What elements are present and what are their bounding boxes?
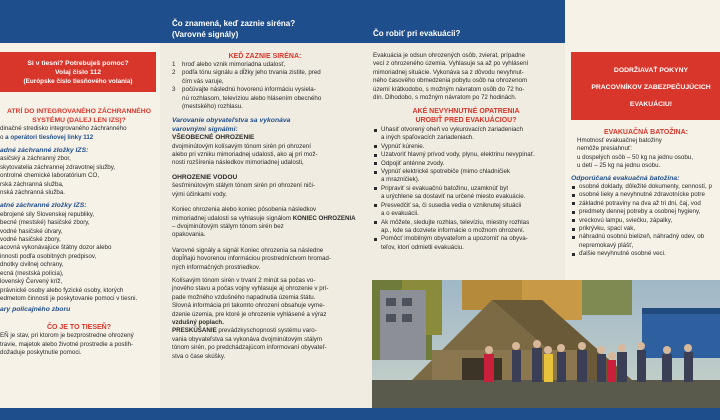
other-units-list xyxy=(0,211,158,303)
measures-list xyxy=(373,126,559,252)
siren-step-number: 2 xyxy=(172,69,176,77)
recommended-item: osobné doklady, dôležité dokumenty, cenností, p xyxy=(571,183,720,191)
recommended-item: predmety dennej potreby a osobnej hygieny, xyxy=(571,208,720,216)
izs-title-2: SYSTÉMU (DALEJ LEN IZS)? xyxy=(32,116,126,124)
sirens-header-line1: Čo znamená, keď zaznie siréna? xyxy=(172,19,296,28)
evacuation-intro-line: území krátkodobo, s možným návratom osôb do 72 ho- xyxy=(373,85,525,93)
signal-line: dopĺňajú hovorenou informáciou prostredníctvom hromad- xyxy=(172,255,331,263)
evacuation-intro xyxy=(373,52,559,102)
siren-step-number: 3 xyxy=(172,86,176,94)
test-tail-2: tónom sirén, po predchádzajúcom informovaní obyvateľ- xyxy=(172,344,327,352)
evacuation-header-title: Čo robiť pri evakuácii? xyxy=(373,29,461,38)
recommended-item: nepremokavý plášť, xyxy=(579,241,634,249)
end-text-line-2: mimoriadnej udalosti sa vyhlasuje signálom xyxy=(172,214,293,222)
signal-line: ných informačných prostriedkov. xyxy=(172,263,261,271)
baggage-weight-line: nemôže presiahnuť: xyxy=(577,145,632,153)
tiesen-text xyxy=(0,332,158,357)
end-of-threat-bold: KONIEC OHROZENIA xyxy=(292,214,356,222)
general-threat-title: VŠEOBECNÉ OHROZENIE xyxy=(172,134,255,142)
tiesen-line: travie, majetok alebo životné prostredie a postih- xyxy=(0,340,134,348)
instructions-line2: PRACOVNÍKOV ZABEZPEČUJÚCICH xyxy=(591,84,711,91)
basic-unit-item: rská záchranná služba, xyxy=(0,180,64,188)
siren-title: KEĎ ZAZNIE SIRÉNA: xyxy=(228,53,302,60)
general-threat-text xyxy=(172,143,358,168)
baggage-weight-line: Hmotnosť evakuačnej batožiny xyxy=(577,137,662,144)
baggage-weight-line: u dospelých osôb – 50 kg na jednu osobu, xyxy=(577,153,693,161)
measure-item: Presvedčiť sa, či susedia vedia o vzniknutej situácii xyxy=(373,202,559,210)
column-sirens xyxy=(160,0,365,408)
general-threat-line: alebo pri vzniku mimoriadnej udalosti, ako aj pri mož- xyxy=(172,151,318,159)
other-unit-item: acovná vykonávajúce štátny dozor alebo xyxy=(0,244,112,252)
measure-item: a iných spaľovacích zariadeniach. xyxy=(381,134,474,142)
other-unit-item: dnotky civilnej ochrany, xyxy=(0,261,64,269)
baggage-section xyxy=(571,128,720,259)
basic-unit-item: asičský a záchranný zbor, xyxy=(0,155,71,163)
measure-item: ap., kde sa dozviete informácie o možnom ohrození. xyxy=(381,226,525,234)
measure-item: Vypnúť elektrické spotrebiče (mimo chladničiek xyxy=(373,168,559,176)
siren-step-number xyxy=(172,95,182,103)
instructions-box xyxy=(571,52,720,120)
test-row xyxy=(172,327,358,335)
test-tail-3: stva o čase skúšky. xyxy=(172,352,226,360)
air-raid-line: Kolísavým tónom sirén v trvaní 2 minút sa počas vo- xyxy=(172,276,316,284)
other-unit-item: ebrojené sily Slovenskej republiky, xyxy=(0,210,95,218)
recommended-heading: Odporúčaná evakuačná batožina: xyxy=(571,174,680,182)
test-tail-1: vania obyvateľstva sa vykonáva dvojminútovým stálym xyxy=(172,335,323,343)
signal-supplement-text xyxy=(172,247,358,272)
siren-step-number: 1 xyxy=(172,61,176,68)
siren-step-text: počúvajte následnú hovorenú informáciu vysiela- xyxy=(182,86,316,94)
other-unit-item: edmetom činnosti je poskytovanie pomoci v tiesni. xyxy=(0,294,138,302)
police-line: ary policajného zboru xyxy=(0,306,71,314)
evacuation-photo xyxy=(372,280,720,408)
recommended-item: náhradnú osobnú bielizeň, náhradný odev, ob xyxy=(571,233,720,241)
siren-step-text: (mestského) rozhlasu. xyxy=(182,103,243,111)
evacuation-header xyxy=(365,0,565,43)
siren-step xyxy=(172,103,358,111)
recommended-item: ďalšie nevyhnutné osobné veci. xyxy=(571,250,720,258)
end-text-line-1: Koniec ohrozenia alebo koniec pôsobenia následkov xyxy=(172,206,317,214)
recommended-item: základné potraviny na dva až tri dni, čaj, vod xyxy=(571,200,720,208)
column-header-band xyxy=(0,0,160,43)
sirens-header-line2: (Varovné signály) xyxy=(172,30,239,39)
measure-item: Odpojiť anténne zvody. xyxy=(373,160,559,168)
izs-text-2-row xyxy=(0,134,158,142)
end-of-threat-text xyxy=(172,206,358,240)
emergency-number: Volaj číslo 112 xyxy=(55,69,101,76)
basic-unit-item: nská záchranná služba. xyxy=(0,189,66,197)
air-raid-word: vzdušný poplach. xyxy=(172,318,224,326)
recommended-ul xyxy=(571,183,720,259)
air-raid-line: jnového stavu a počas vojny vyhlasuje aj ohrozenie v prí- xyxy=(172,285,329,293)
measure-item: Pripraviť si evakuačnú batožinu, uzamknúť byt xyxy=(373,185,559,193)
siren-step-number xyxy=(172,78,182,86)
evacuation-section xyxy=(373,52,559,252)
siren-step-text: čím vás varuje, xyxy=(182,77,224,85)
measure-item: Ak môžete, sledujte rozhlas, televíziu, miestny rozhlas xyxy=(373,219,559,227)
tiesen-line: EŇ je stav, pri ktorom je bezprostredne ohrozený xyxy=(0,332,134,340)
water-threat-line: šesťminútovým stálym tónom sirén pri ohrození niči- xyxy=(172,182,315,190)
warning-heading-1: Varovanie obyvateľstva sa vykonáva xyxy=(172,117,291,125)
basic-unit-item: skytovatelia záchrannej zdravotnej služby, xyxy=(0,163,116,171)
measure-item: Uzatvoriť hlavný prívod vody, plynu, elektrinu nevypínať. xyxy=(373,151,559,159)
measure-item: Pomôcť imobilným obyvateľom a upozorniť na obyva- xyxy=(373,235,559,243)
measures-title-1: AKÉ NEVYHNUTNÉ OPATRENIA xyxy=(412,108,520,116)
izs-text-1: dinačné stredisko integrovaného záchranného xyxy=(0,125,127,133)
warning-heading-2: varovnými signálmi: xyxy=(172,125,238,133)
izs-text-2-prefix: o xyxy=(0,133,6,141)
column-izs xyxy=(0,0,160,408)
water-threat-title: OHROZENIE VODOU xyxy=(172,173,238,181)
water-threat-line: vými účinkami vody. xyxy=(172,190,227,198)
air-raid-text xyxy=(172,277,358,319)
basic-units-heading: adné záchranné zložky IZS: xyxy=(0,147,89,154)
measure-item: Uhasiť otvorený oheň vo vykurovacích zariadeniach xyxy=(373,126,559,134)
izs-text-2: a operátori tiesňovej linky 112 xyxy=(5,133,94,141)
tiesen-title: ČO JE TO TIESEŇ? xyxy=(46,323,112,331)
evacuation-intro-line: Evakuácia je odsun ohrozených osôb, zvierat, prípadne xyxy=(373,52,526,59)
test-tail-0: prevádzkyschopnosti systému varo- xyxy=(216,327,317,335)
recommended-item: osobné lieky a nevyhnutné zdravotnícke potre xyxy=(571,191,720,199)
other-units-heading: atné záchranné zložky IZS: xyxy=(0,202,87,210)
air-raid-line: dzenie územia, pre ktoré je ohrozenie vyhlásené a výraz xyxy=(172,310,327,318)
recommended-list xyxy=(571,183,720,259)
other-unit-item: vodné hasičské zbory, xyxy=(0,236,61,244)
siren-step xyxy=(172,78,358,86)
evacuation-intro-line: mimoriadnej situácie. Vykonáva sa z dôvodu nevyhnut- xyxy=(373,68,524,76)
emergency-number-note: (Európske číslo tiesňového volania) xyxy=(23,78,133,85)
evacuation-intro-line: ného časového obmedzenia pobytu osôb na ohrozenom xyxy=(373,77,528,85)
general-threat-line: nosti rozšírenia následkov mimoriadnej udalosti, xyxy=(172,159,304,167)
instructions-line3: EVAKUÁCIU! xyxy=(629,101,673,108)
measures-title-2: UROBIŤ PRED EVAKUÁCIOU? xyxy=(415,117,517,125)
measure-item: a mrazničiek). xyxy=(381,176,420,184)
end-text-line-3: – dvojminútovým stálym tónom sirén bez xyxy=(172,222,284,230)
emergency-call-box xyxy=(0,52,156,92)
izs-section xyxy=(0,108,158,357)
evacuation-intro-line: dín. Dlhodobo, s možným návratom po 72 hodinách. xyxy=(373,94,517,102)
measure-item: Vypnúť kúrenie. xyxy=(373,143,559,151)
evacuation-photo-illustration xyxy=(372,280,720,408)
other-unit-item: vodné hasičské útvary, xyxy=(0,227,63,235)
other-unit-item: lovenský Červený kríž, xyxy=(0,278,63,286)
tiesen-line: dožaduje poskytnutie pomoci. xyxy=(0,348,82,356)
siren-step xyxy=(172,86,358,94)
end-text-line-4: opakovania. xyxy=(172,231,206,239)
evacuation-intro-line: vecí z ohrozeného územia. Vyhlasuje sa až po vyhlásení xyxy=(373,60,529,68)
basic-units-list xyxy=(0,155,158,197)
siren-steps-list xyxy=(172,61,358,111)
siren-step xyxy=(172,61,358,69)
baggage-weight-line: u detí – 25 kg na jednu osobu. xyxy=(577,162,661,170)
air-raid-line: Slovná informácia pri takomto ohrození obsahuje vyme- xyxy=(172,302,325,310)
measure-ul xyxy=(373,126,559,252)
basic-unit-item: ontrolné chemické laboratórium CO, xyxy=(0,172,100,180)
air-raid-line: pade možného vzdušného napadnutia územia štátu. xyxy=(172,293,316,301)
other-unit-item: becné (mestské) hasičské zbory, xyxy=(0,219,90,227)
recommended-item: vreckovú lampu, sviečku, zápalky, xyxy=(571,217,720,225)
siren-step-text: nú rozhlasom, televíziou alebo hlásením obecného xyxy=(182,94,322,102)
bottom-bar xyxy=(0,408,720,420)
other-unit-item: innosti podľa osobitných predpisov, xyxy=(0,252,97,260)
sirens-section xyxy=(172,52,358,361)
other-unit-item: ecná (mestská polícia), xyxy=(0,269,64,277)
signal-line: Varovné signály a signál Koniec ohrozenia sa následne xyxy=(172,246,324,254)
measure-item: a o evakuácii. xyxy=(381,210,419,218)
baggage-title: EVAKUAČNÁ BATOŽINA: xyxy=(604,129,688,136)
recommended-item: prikrývku, spací vak, xyxy=(571,225,720,233)
siren-step-text: hroď alebo vznik mimoriadna udalosť, xyxy=(182,61,286,68)
siren-step xyxy=(172,69,358,77)
water-threat-text xyxy=(172,182,358,199)
general-threat-line: dvojminútovým kolísavým tónom sirén pri ohrození xyxy=(172,142,311,150)
measure-item: a urýchlene sa dostaviť na určené miesto evakuácie. xyxy=(381,193,526,201)
izs-title-1: ATRÍ DO INTEGROVANÉHO ZÁCHRANNÉHO xyxy=(7,108,151,115)
siren-step-number xyxy=(172,103,182,111)
instructions-line1: DODRŽIAVAŤ POKYNY xyxy=(613,67,689,74)
emergency-question: Si v tiesni? Potrebuješ pomoc? xyxy=(27,60,129,67)
measure-item: teľov, ktorí odmietli evakuáciu. xyxy=(381,243,464,251)
baggage-weight-text xyxy=(571,137,720,171)
siren-step-text: podľa tónu signálu a dĺžky jeho trvania zistite, pred xyxy=(182,69,321,77)
end-text-line-2-row xyxy=(172,215,358,232)
sirens-header xyxy=(160,0,365,43)
other-unit-item: právnické osoby alebo fyzické osoby, ktorých xyxy=(0,286,124,294)
test-title: PRESKÚŠANIE xyxy=(172,327,217,335)
siren-step xyxy=(172,95,358,103)
